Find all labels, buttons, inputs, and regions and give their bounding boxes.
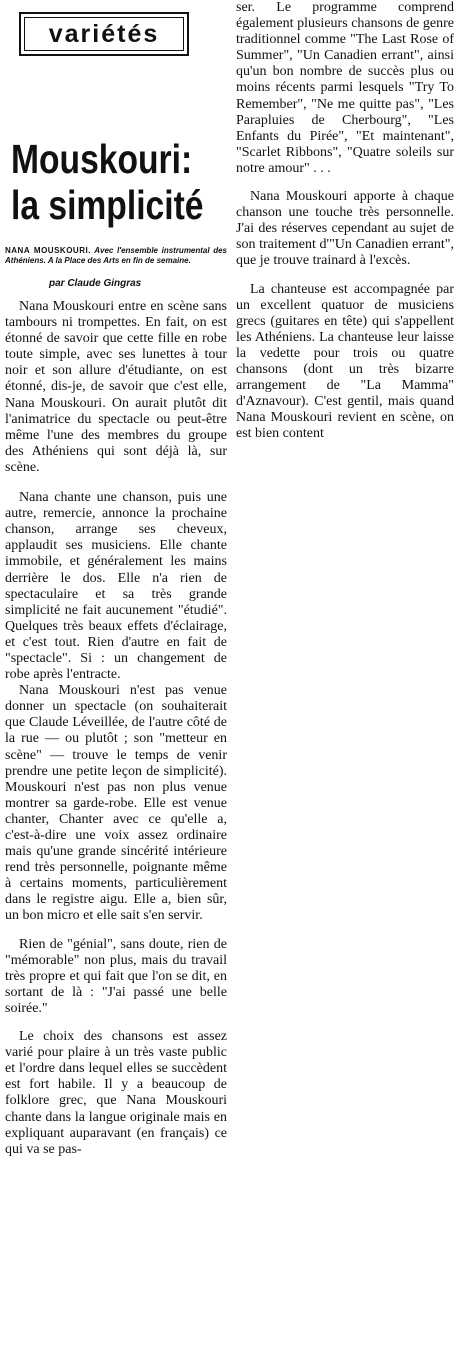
left-paragraph-2: Nana chante une chanson, puis une autre, remercie, annonce la prochaine chanson, arrange ses cheveux, applaudit ses musiciens. Elle chante immobile, et généralement les mains derrière le dos. Elle n'a rien de spectaculaire et sa très grande simplicité ne fait aucunement "étudié". Quelques très beaux effets d'éclairage, et c'est tout. Rien d'autre en fait de "spectacle". Si : un changement de robe après l'entracte. bbox=[5, 490, 227, 683]
caption-text: Avec l'ensemble instrumental des Athéniens. A la Place des Arts en fin de semaine. bbox=[5, 246, 227, 265]
left-paragraph-4: Rien de "génial", sans doute, rien de "mémorable" non plus, mais du travail très propre et qui fait que l'on se dit, en sortant de là : "J'ai passé une belle soirée." bbox=[5, 936, 227, 1016]
left-paragraph-5: Le choix des chansons est assez varié pour plaire à un très vaste public et l'ordre dans lequel elles se succèdent est fort habile. Il y a beaucoup de folklore grec, que Nana Mouskouri chante dans la langue originale mais en expliquant auparavant (en français) ce qui va se pas- bbox=[5, 1029, 227, 1157]
right-column bbox=[236, 0, 454, 442]
headline-line-2: la simplicité bbox=[11, 182, 204, 228]
section-rubric-label: variétés bbox=[48, 19, 160, 48]
article-headline bbox=[11, 136, 204, 228]
event-caption bbox=[5, 246, 227, 266]
right-paragraph-1: ser. Le programme comprend également plusieurs chansons de genre traditionnel comme "The Last Rose of Summer", "Un Canadien errant", ainsi qu'un bon nombre de succès plus ou moins récents parmi lesquels "Try To Remember", "Ne me quitte pas", "Les Parapluies de Cherbourg", "Les Enfants du Pirée", "Et maintenant", "Scarlet Ribbons", "Quatre soleils sur notre amour" . . . bbox=[236, 0, 454, 176]
caption-lead: NANA MOUSKOURI. bbox=[5, 246, 91, 255]
right-paragraph-2: Nana Mouskouri apporte à chaque chanson une touche très personnelle. J'ai des réserves cependant au sujet de son traitement d'"Un Canadien errant", que je trouve trainard à l'excès. bbox=[236, 189, 454, 269]
left-column bbox=[5, 0, 227, 1158]
byline: par Claude Gingras bbox=[49, 278, 142, 289]
headline-line-1: Mouskouri: bbox=[11, 136, 193, 182]
left-paragraph-3: Nana Mouskouri n'est pas venue donner un spectacle (on souhaiterait que Claude Léveillée, de l'autre côté de la rue — ou plutôt ; son "metteur en scène" — trouve le temps de venir prendre une petite leçon de simplicité). Mouskouri n'est pas non plus venue montrer sa garde-robe. Elle est venue chanter, Chanter avec ce qu'elle a, c'est-à-dire une voix assez ordinaire mais qu'une grande sincérité intérieure rend très personnelle, poignante même à certains moments, particulièrement dans le registre aigu. Elle a, bien sûr, un bon micro et elle sait s'en servir. bbox=[5, 683, 227, 924]
section-rubric-box bbox=[19, 12, 189, 56]
right-paragraph-3: La chanteuse est accompagnée par un excellent quatuor de musiciens grecs (guitares en tête) qui s'appellent les Athéniens. La chanteuse leur laisse la vedette pour trois ou quatre chansons (dont un très bizarre arrangement de "La Mamma" d'Aznavour). C'est gentil, mais quand Nana Mouskouri revient en scène, on est bien content bbox=[236, 281, 454, 442]
left-paragraph-1: Nana Mouskouri entre en scène sans tambours ni trompettes. En fait, on est étonné de savoir que cette fille en robe toute simple, avec ses lunettes à tour noir et son allure d'étudiante, on est étonné, dis-je, de savoir que c'est elle, Nana Mouskouri. On aurait plutôt dit l'animatrice du spectacle ou peut-être même l'une des membres du groupe des Athéniens qui sont déjà là, sur scène. bbox=[5, 299, 227, 475]
section-rubric-inner bbox=[24, 17, 184, 51]
